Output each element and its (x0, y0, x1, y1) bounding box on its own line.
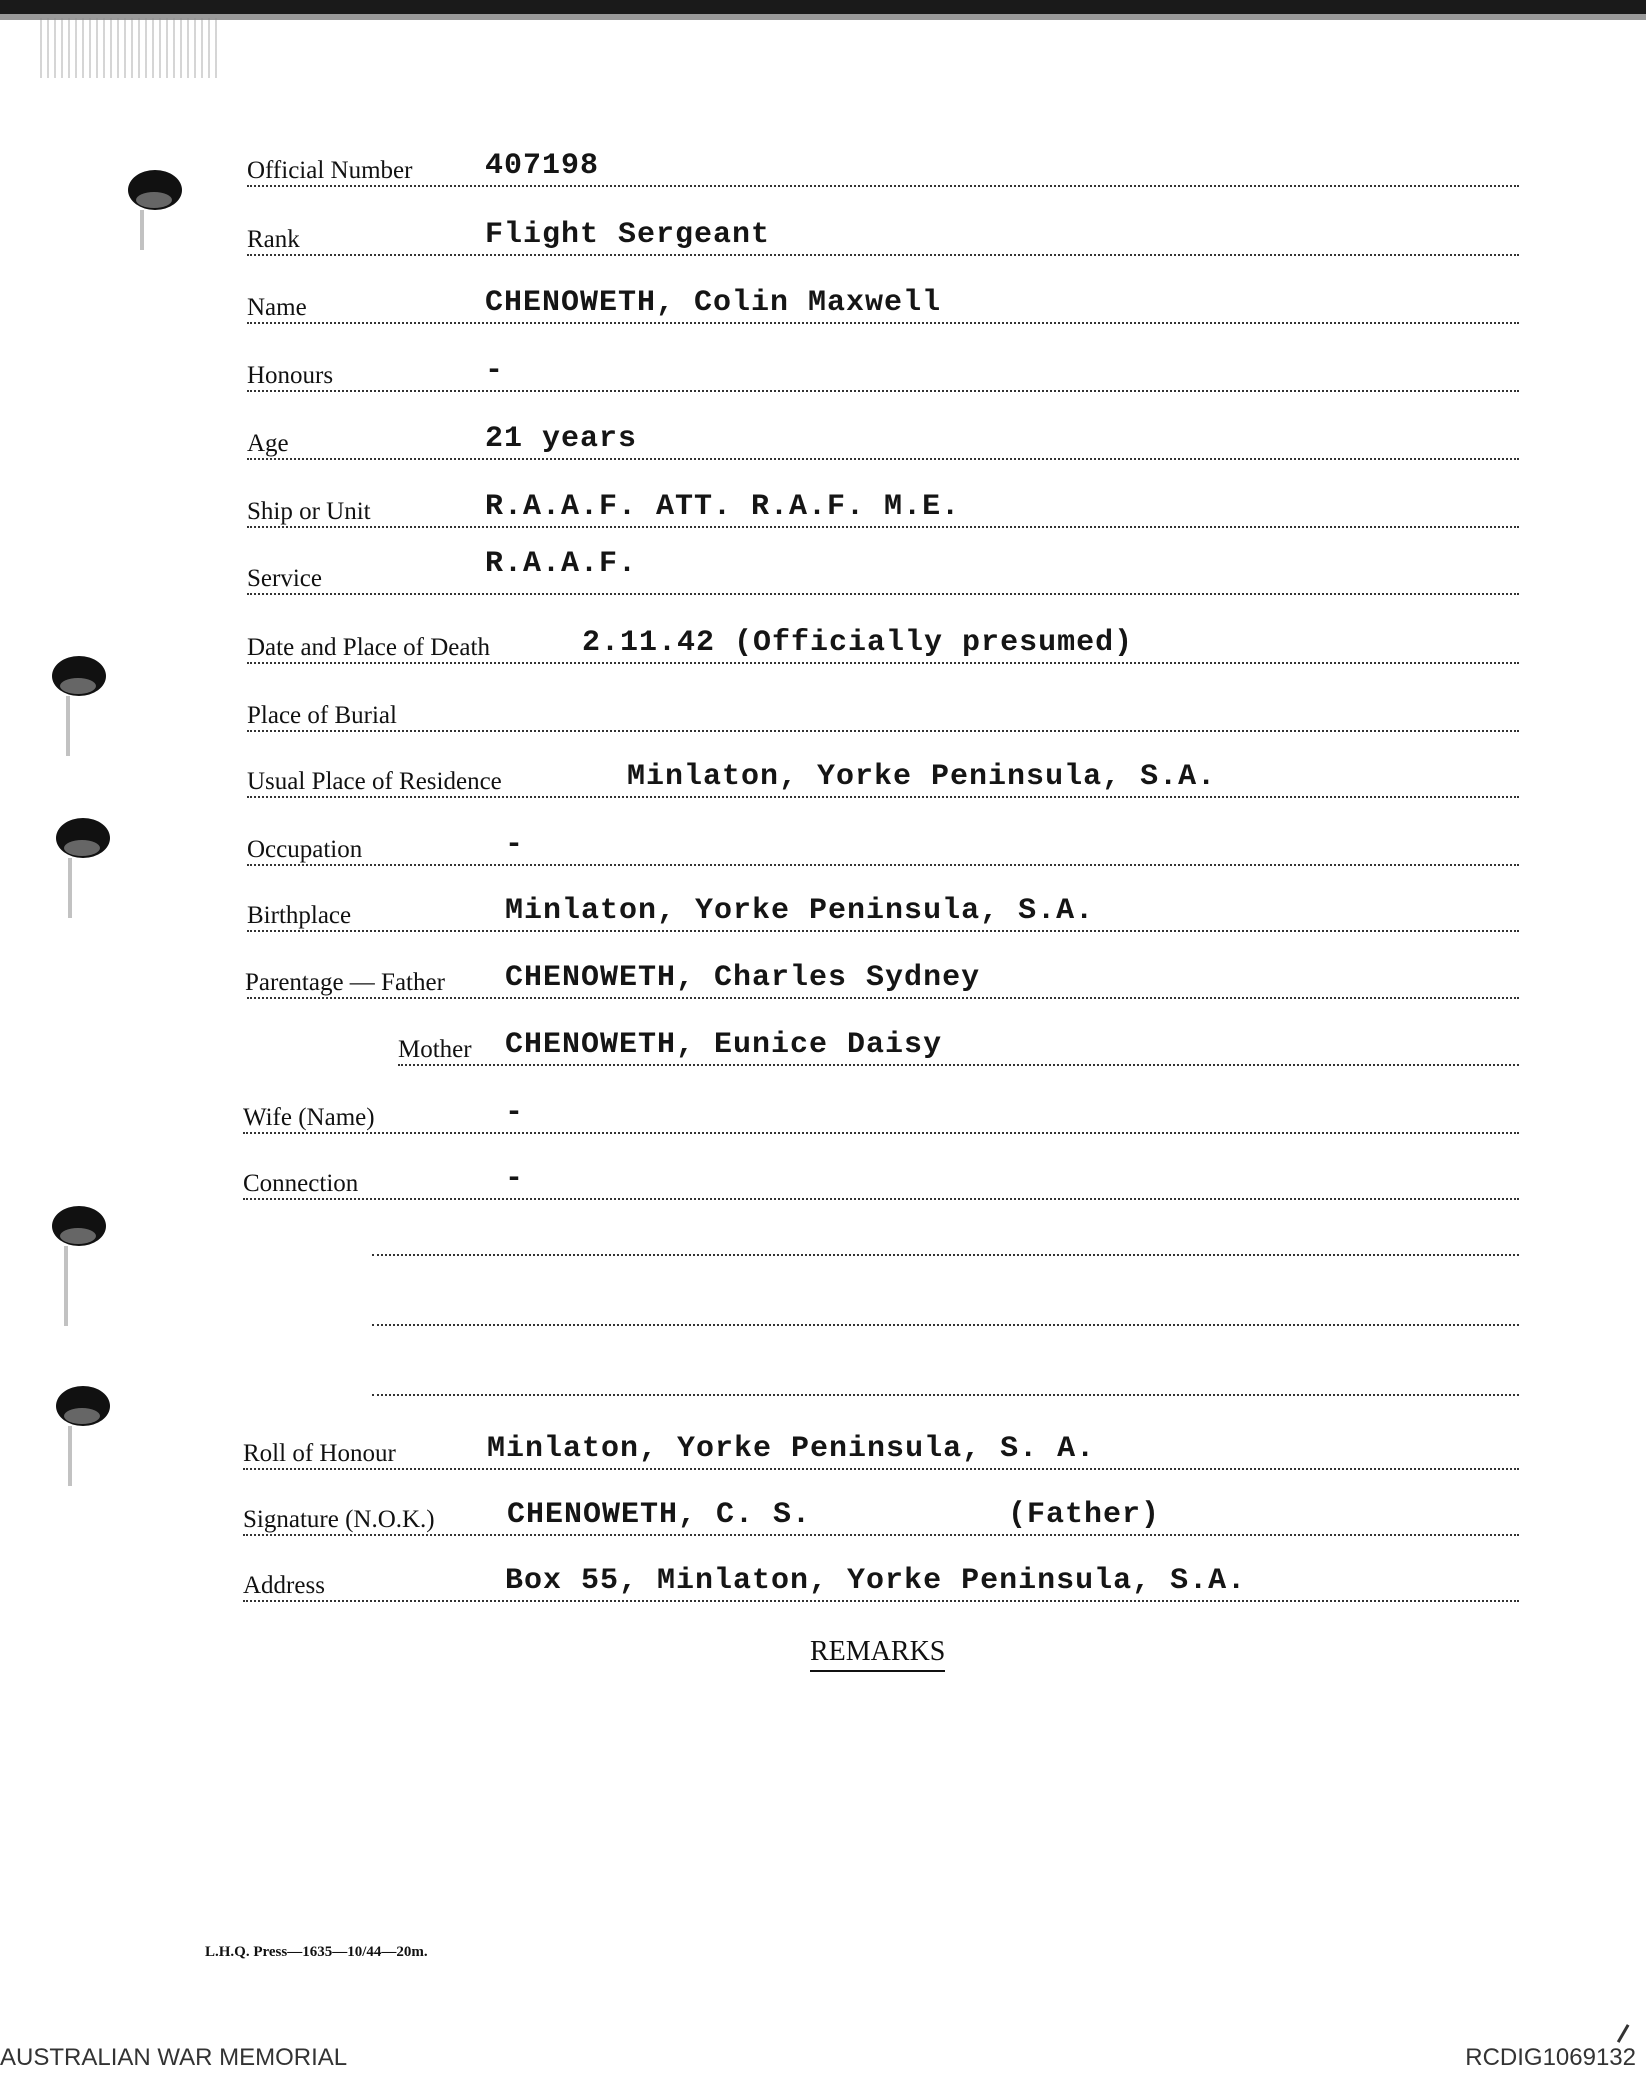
field-signature-nok (243, 1494, 1519, 1536)
field-service (247, 547, 1519, 595)
field-honours (247, 350, 1519, 392)
field-value: Minlaton, Yorke Peninsula, S. A. (487, 1432, 1096, 1466)
field-value: Minlaton, Yorke Peninsula, S.A. (627, 760, 1217, 794)
field-label: Parentage — Father (245, 969, 445, 996)
field-roll-of-honour (243, 1428, 1519, 1470)
field-label: Occupation (247, 836, 363, 863)
punch-hole-mark (64, 1246, 68, 1326)
field-label: Rank (247, 226, 300, 253)
field-occupation (247, 824, 1519, 866)
field-value: - (505, 1096, 525, 1130)
punch-hole-icon (128, 170, 182, 210)
scan-artifact (40, 18, 220, 78)
field-label: Roll of Honour (243, 1440, 396, 1467)
field-place-of-burial (247, 690, 1519, 732)
punch-hole-icon (56, 818, 110, 858)
blank-line (372, 1252, 1519, 1256)
footer-institution: AUSTRALIAN WAR MEMORIAL (0, 2044, 348, 2071)
field-label: Age (247, 430, 289, 457)
punch-hole-mark (140, 210, 144, 250)
field-value: 21 years (485, 422, 638, 456)
field-name (247, 282, 1519, 324)
field-label: Birthplace (247, 902, 352, 929)
field-wife (243, 1092, 1519, 1134)
field-label: Honours (247, 362, 334, 389)
field-rank (247, 214, 1519, 256)
field-father (247, 957, 1519, 999)
press-mark: L.H.Q. Press—1635—10/44—20m. (205, 1944, 428, 1960)
field-label: Wife (Name) (243, 1104, 375, 1131)
field-label: Signature (N.O.K.) (243, 1506, 435, 1533)
punch-hole-icon (56, 1386, 110, 1426)
field-value: 407198 (485, 149, 600, 183)
blank-line (372, 1392, 1519, 1396)
field-ship-or-unit (247, 486, 1519, 528)
field-mother (398, 1024, 1519, 1066)
field-value: R.A.A.F. ATT. R.A.F. M.E. (485, 490, 961, 524)
field-value-extra: (Father) (1008, 1498, 1161, 1532)
field-value: CHENOWETH, Charles Sydney (505, 961, 981, 995)
punch-hole-icon (52, 656, 106, 696)
remarks-heading: REMARKS (810, 1636, 945, 1672)
field-label: Name (247, 294, 307, 321)
field-value: - (505, 828, 525, 862)
field-value: Minlaton, Yorke Peninsula, S.A. (505, 894, 1095, 928)
punch-hole-icon (52, 1206, 106, 1246)
field-value: Box 55, Minlaton, Yorke Peninsula, S.A. (505, 1564, 1247, 1598)
field-connection (243, 1158, 1519, 1200)
punch-hole-mark (68, 1426, 72, 1486)
field-birthplace (247, 890, 1519, 932)
field-label: Address (243, 1572, 325, 1599)
field-label: Connection (243, 1170, 359, 1197)
field-value: - (485, 354, 505, 388)
field-label: Date and Place of Death (247, 634, 490, 661)
field-value: CHENOWETH, Colin Maxwell (485, 286, 942, 320)
field-label: Usual Place of Residence (247, 768, 502, 795)
field-label: Service (247, 565, 322, 592)
field-official-number (247, 145, 1519, 187)
scan-top-edge (0, 0, 1646, 14)
field-label: Ship or Unit (247, 498, 371, 525)
field-date-place-of-death (247, 622, 1519, 664)
scan-top-shadow (0, 14, 1646, 20)
punch-hole-mark (68, 858, 72, 918)
field-value: R.A.A.F. (485, 547, 638, 581)
punch-hole-mark (66, 696, 70, 756)
field-label: Mother (398, 1036, 472, 1063)
field-label: Official Number (247, 157, 413, 184)
field-value: - (505, 1162, 525, 1196)
field-address (243, 1560, 1519, 1602)
field-value: Flight Sergeant (485, 218, 771, 252)
footer-record-id: RCDIG1069132 (1465, 2044, 1636, 2071)
field-value: CHENOWETH, Eunice Daisy (505, 1028, 943, 1062)
field-label: Place of Burial (247, 702, 397, 729)
field-value: 2.11.42 (Officially presumed) (582, 626, 1134, 660)
field-age (247, 418, 1519, 460)
blank-line (372, 1322, 1519, 1326)
field-value: CHENOWETH, C. S. (507, 1498, 812, 1532)
field-usual-residence (247, 756, 1519, 798)
